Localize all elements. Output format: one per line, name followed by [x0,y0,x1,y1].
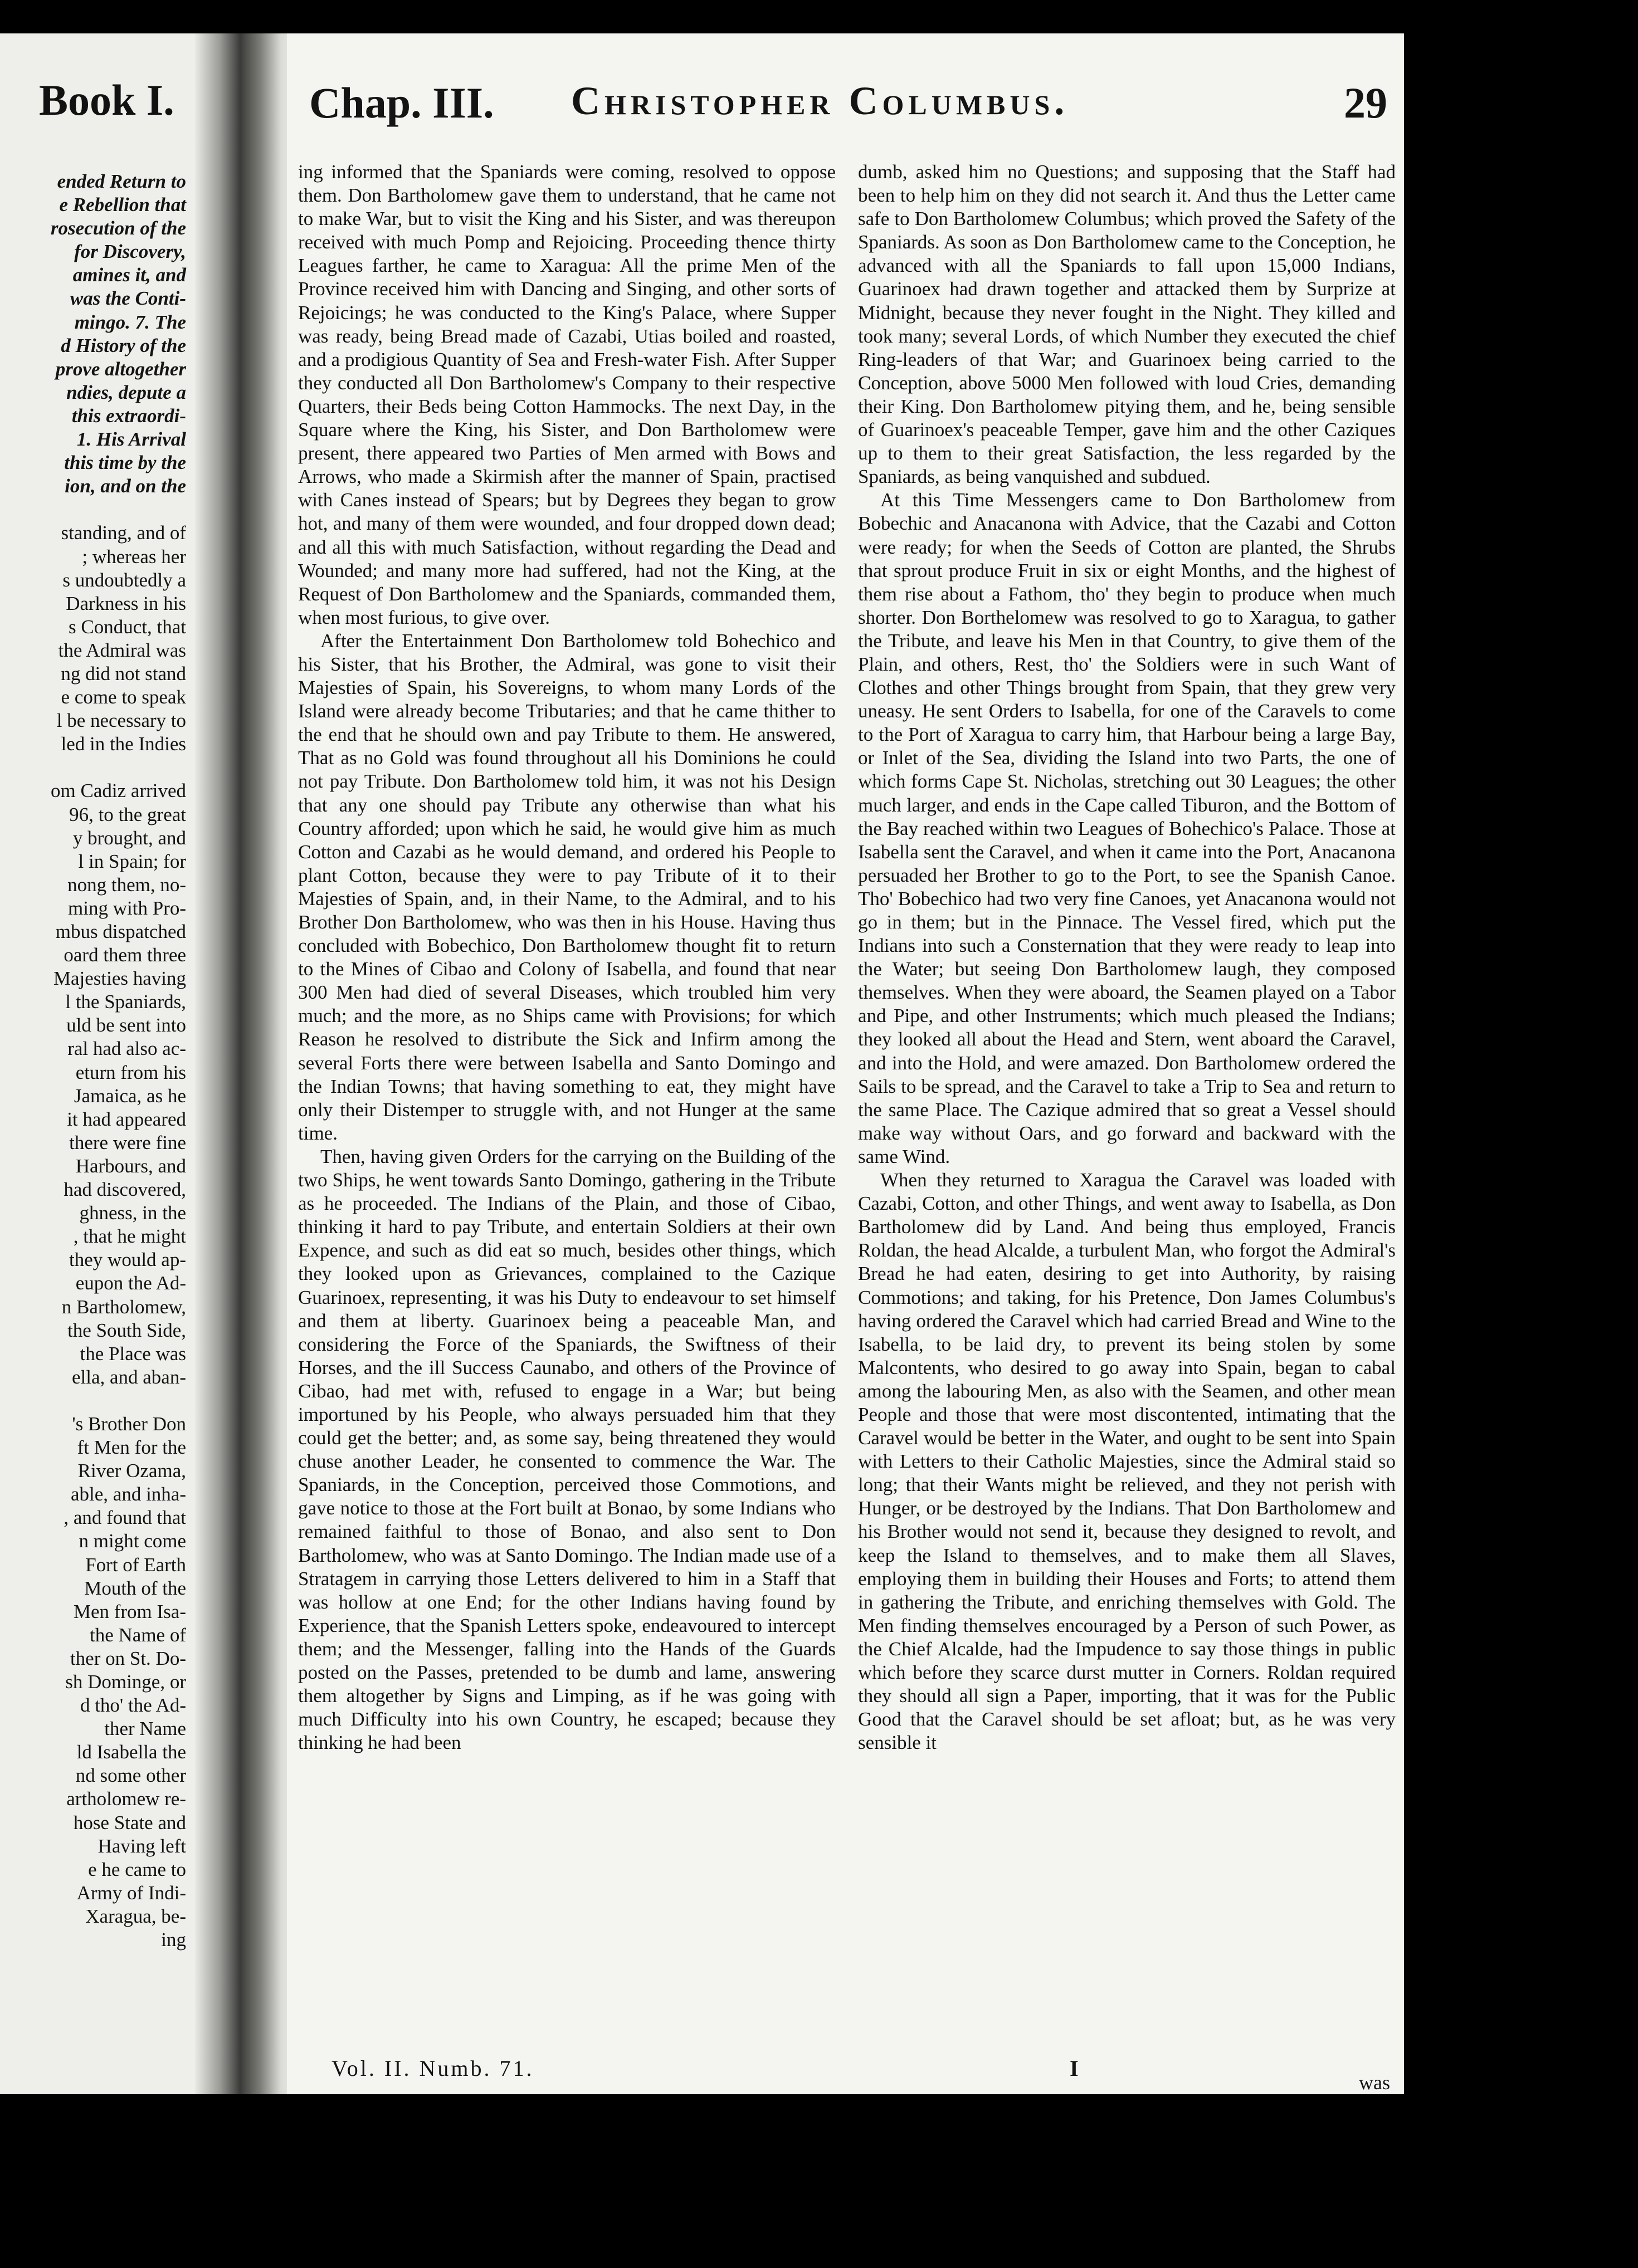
previous-page-line: l be necessary to [56,710,186,732]
previous-page-line: Having left [98,1835,186,1857]
paragraph: After the Entertainment Don Bartholomew told Bohechico and his Sister, that his Brother, the Admiral, was gone to visit their Majesties of Spain, his Sovereigns, to whom many Lords of the Island were already become Tributaries; and that he came thither to the end that he should own and pay Tribute to them. He answered, That as no Gold was found throughout all his Dominions he could not pay Tribute. Don Bartholomew told him, it was not his Design that any one should pay Tribute any otherwise than what his Country afforded; upon which he said, he would give him as much Cotton and Cazabi as he would demand, and ordered his People to plant Cotton, because they were to pay Tribute of it to their Majesties of Spain, and, in their Name, to the Admiral, and to his Brother Don Bartholomew, who was then in his House. Having thus concluded with Bobechico, Don Bartholomew thought fit to return to the Mines of Cibao and Colony of Isabella, and found that near 300 Men had died of several Diseases, which troubled him very much; and the more, as no Ships came with Provisions; for which Reason he resolved to distribute the Sick and Infirm among the several Forts there were between Isabella and Santo Domingo and the Indian Towns; that having something to eat, they might have only their Distemper to struggle with, and not Hunger at the same time. [298,629,836,1144]
previous-page-line: eturn from his [75,1061,186,1083]
previous-page-line: d tho' the Ad- [80,1694,186,1717]
previous-page-line: e Rebellion that [59,194,186,216]
previous-page-header: Book I. [39,76,174,124]
previous-page-line: ther on St. Do- [70,1647,186,1669]
right-column [858,160,1396,1754]
previous-page-line: n Bartholomew, [61,1296,186,1318]
previous-page-line: ing [161,1929,186,1951]
page-number: 29 [1344,79,1387,127]
previous-page-line: n might come [79,1530,186,1552]
previous-page-line: able, and inha- [71,1483,186,1506]
previous-page-line: Army of Indi- [76,1881,186,1904]
book-page [287,33,1404,2094]
previous-page-line: artholomew re- [66,1788,186,1810]
previous-page-line: Harbours, and [75,1155,186,1177]
previous-page-line: l the Spaniards, [65,991,186,1013]
previous-page-line: l in Spain; for [78,850,186,872]
paragraph: dumb, asked him no Questions; and supposing that the Staff had been to help him on they did not search it. And thus the Letter came safe to Don Bartholomew Columbus; which proved the Safety of the Spaniards. As soon as Don Bartholomew came to the Conception, he advanced with all the Spaniards to fall upon 15,000 Indians, Guarinoex had drawn together and attacked them by Surprize at Midnight, because they never fought in the Night. They killed and took many; several Lords, of which Number they executed the chief Ring-leaders of that War; and Guarinoex being carried to the Conception, above 5000 Men followed with loud Cries, demanding their King. Don Bartholomew pitying them, and he, being sensible of Guarinoex's peaceable Temper, gave him and the other Caziques up to them to their great Satisfaction, the less regarded by the Spaniards, as being vanquished and subdued. [858,161,1396,488]
page-footer [332,2055,1390,2094]
previous-page-line: s undoubtedly a [62,569,186,591]
previous-page-line: e he came to [88,1858,186,1880]
previous-page-line: there were fine [69,1131,186,1153]
previous-page-line: , and found that [64,1507,186,1529]
previous-page-line: uld be sent into [66,1014,186,1037]
previous-page-fragment [0,33,195,2094]
previous-page-line: Mouth of the [84,1577,186,1599]
previous-page-line: this time by the [64,452,186,474]
previous-page-line: led in the Indies [61,733,186,755]
previous-page-line: ndies, depute a [66,381,186,403]
previous-page-line: eupon the Ad- [75,1272,186,1294]
previous-page-line: s Conduct, that [69,615,186,638]
previous-page-line: it had appeared [67,1108,186,1130]
previous-page-line: om Cadiz arrived [51,780,186,802]
previous-page-line: e come to speak [61,686,186,708]
previous-page-line: had discovered, [64,1179,186,1201]
previous-page-line: ion, and on the [65,475,186,497]
previous-page-line: the Admiral was [58,639,186,661]
previous-page-line: ft Men for the [77,1436,186,1459]
previous-page-line: mbus dispatched [55,921,186,942]
previous-page-line: Men from Isa- [73,1600,186,1622]
previous-page-line: ming with Pro- [68,897,186,919]
previous-page-line: ld Isabella the [76,1741,186,1763]
previous-page-line: Fort of Earth [85,1553,186,1576]
previous-page-line: ghness, in the [79,1202,186,1224]
previous-page-line: standing, and of [61,522,186,544]
previous-page-line: ella, and aban- [71,1366,186,1388]
previous-page-line: this extraordi- [71,404,186,427]
previous-page-line: d History of the [61,334,186,356]
previous-page-line: sh Dominge, or [65,1671,186,1693]
previous-page-line: ; whereas her [82,545,186,568]
paragraph: At this Time Messengers came to Don Bartholomew from Bobechic and Anacanona with Advice, that the Cazabi and Cotton were ready; for when the Seeds of Cotton are planted, the Shrubs that sprout produce Fruit in six or eight Months, and the highest of them rise about a Fathom, tho' they begin to produce when much shorter. Don Borthelomew was resolved to go to Xaragua, to gather the Tribute, and leave his Men in that Country, to give them of the Plain, and others, Rest, tho' the Soldiers were in such Want of Clothes and other Things brought from Spain, that they grew very uneasy. He sent Orders to Isabella, for one of the Caravels to come to the Port of Xaragua to carry him, that Harbour being a large Bay, or Inlet of the Sea, dividing the Island into two Parts, the one of which forms Cape St. Nicholas, stretching out 30 Leagues; the other much larger, and ends in the Cape called Tiburon, and the Bottom of the Bay reached within two Leagues of Bohechico's Palace. Those at Isabella sent the Caravel, and when it came into the Port, Anacanona persuaded her Brother to go to the Port, to see the Spanish Canoe. Tho' Bobechico had two very fine Canoes, yet Anacanona would not go in them; but in the Pinnace. The Vessel fired, which put the Indians into such a Consternation that they were ready to leap into the Water; but seeing Don Bartholomew laugh, they composed themselves. When they were aboard, the Seamen played on a Tabor and Pipe, and other Instruments; which much pleased the Indians; they looked all about the Head and Stern, went aboard the Caravel, and into the Hold, and were amazed. Don Bartholomew ordered the Sails to be spread, and the Caravel to take a Trip to Sea and return to the same Place. The Cazique admired that so great a Vessel should make way without Oars, and go forward and backward with the same Wind. [858,489,1396,1167]
left-column [298,160,836,1754]
previous-page-line: the Place was [80,1342,186,1365]
previous-page-line: nd some other [75,1764,186,1787]
paragraph: ing informed that the Spaniards were coming, resolved to oppose them. Don Bartholomew gave them to understand, that he came not to make War, but to visit the King and his Sister, and was thereupon received with much Pomp and Rejoicing. Proceeding thence thirty Leagues farther, he came to Xaragua: All the prime Men of the Province received him with Dancing and Singing, and other sorts of Rejoicings; he was conducted to the King's Palace, where Supper was ready, being Bread made of Cazabi, Utias boiled and roasted, and a prodigious Quantity of Sea and Fresh-water Fish. After Supper they conducted all Don Bartholomew's Company to their respective Quarters, their Beds being Cotton Hammocks. The next Day, in the Square where the King, his Sister, and Don Bartholomew were present, there appeared two Parties of Men armed with Bows and Arrows, who made a Skirmish after the manner of Spain, practised with Canes instead of Spears; but by Degrees they began to grow hot, and many of them were wounded, and four dropped down dead; and all this with much Satisfaction, without regarding the Dead and Wounded; and many more had suffered, had not the King, at the Request of Don Bartholomew and the Spaniards, commanded them, when most furious, to give over. [298,161,836,628]
previous-page-line: ended Return to [57,170,186,192]
previous-page-line: Jamaica, as he [74,1084,186,1107]
running-title: Christopher Columbus. [571,79,1069,123]
previous-page-line: 1. His Arrival [76,428,186,451]
previous-page-line: oard them three [64,944,186,966]
previous-page-line: amines it, and [72,264,186,286]
previous-page-line: for Discovery, [74,241,186,263]
previous-page-line: Majesties having [53,967,186,990]
signature-mark: I [1070,2056,1079,2081]
running-head [287,78,1404,145]
paragraph: When they returned to Xaragua the Caravel was loaded with Cazabi, Cotton, and other Things, and went away to Isabella, as Don Bartholomew did by Land. And being thus employed, Francis Roldan, the head Alcalde, a turbulent Man, who forgot the Admiral's Bread he had eaten, desiring to get into Authority, by raising Commotions; and taking, for his Pretence, Don James Columbus's having ordered the Caravel which had carried Bread and Wine to the Isabella, to be laid dry, to prevent its being stolen by some Malcontents, who desired to go away into Spain, began to cabal among the labouring Men, as also with the Seamen, and other mean People and those that were most discontented, intimating that the Caravel would be better in the Water, and ought to be sent into Spain with Letters to their Catholic Majesties, since the Admiral staid so long; that their Wants might be relieved, and they not perish with Hunger, or be destroyed by the Indians. That Don Bartholomew and his Brother would not send it, because they designed to revolt, and keep the Island to themselves, and to make them all Slaves, employing them in building their Houses and Forts; to attend them in gathering the Tribute, and enriching themselves with Gold. The Men finding themselves encouraged by a Person of such Power, as the Chief Alcalde, had the Impudence to say those things in public which before they scarce durst mutter in Corners. Roldan required they should all sign a Paper, importing, that it was for the Public Good that the Caravel should be set afloat; but, as he was very sensible it [858,1169,1396,1754]
previous-page-line [0,756,189,779]
previous-page-line: the South Side, [67,1319,186,1341]
previous-page-line [0,498,189,521]
previous-page-line: ther Name [104,1718,186,1740]
volume-number: Vol. II. Numb. 71. [332,2056,534,2081]
previous-page-line: Xaragua, be- [85,1905,186,1927]
catchword: was [1359,2071,1390,2094]
previous-page-line: ng did not stand [61,662,186,685]
previous-page-line: 96, to the great [69,803,186,825]
previous-page-lines [0,170,189,1952]
previous-page-line: prove altogether [55,358,186,380]
previous-page-line: was the Conti- [70,287,186,310]
chapter-label: Chap. III. [309,79,494,127]
previous-page-line: River Ozama, [77,1460,186,1482]
previous-page-line: they would ap- [69,1249,186,1271]
previous-page-line: 's Brother Don [72,1412,186,1435]
previous-page-line: mingo. 7. The [74,311,186,333]
previous-page-line: ral had also ac- [67,1038,186,1060]
previous-page-line: , that he might [73,1225,186,1248]
previous-page-line [0,1389,189,1412]
previous-page-line: rosecution of the [50,217,186,239]
previous-page-line: hose State and [73,1811,186,1834]
previous-page-line: nong them, no- [67,873,186,896]
previous-page-line: y brought, and [72,827,186,849]
previous-page-line: Darkness in his [66,592,186,614]
paragraph: Then, having given Orders for the carrying on the Building of the two Ships, he went towards Santo Domingo, gathering in the Tribute as he proceeded. The Indians of the Plain, and those of Cibao, thinking it hard to pay Tribute, and entertain Soldiers at their own Expence, and such as did eat so much, besides other things, which they looked upon as Grievances, complained to the Cazique Guarinoex, representing, it was his Duty to endeavour to set himself and them at liberty. Guarinoex being a peaceable Man, and considering the Force of the Spaniards, the Swiftness of their Horses, and the ill Success Caunabo, and others of the Province of Cibao, had met with, refused to engage in a War; but being importuned by his People, who always persuaded him that they could get the better; and, as some say, being threatened they would chuse another Leader, he consented to commence the War. The Spaniards, in the Conception, perceived those Commotions, and gave notice to those at the Fort built at Bonao, by some Indians who remained faithful to those of Bonao, and also sent to Don Bartholomew, who was at Santo Domingo. The Indian made use of a Stratagem in carrying those Letters delivered to him in a Staff that was hollow at one End; for the other Indians having found by Experience, that the Spanish Letters spoke, endeavoured to intercept them; and the Messenger, falling into the Hands of the Guards posted on the Passes, pretended to be dumb and lame, answering them altogether by Signs and Limping, as if he was going with much Difficulty into his own Country, he escaped; because they thinking he had been [298,1145,836,1754]
previous-page-line: the Name of [90,1624,186,1646]
book-gutter [195,33,295,2094]
